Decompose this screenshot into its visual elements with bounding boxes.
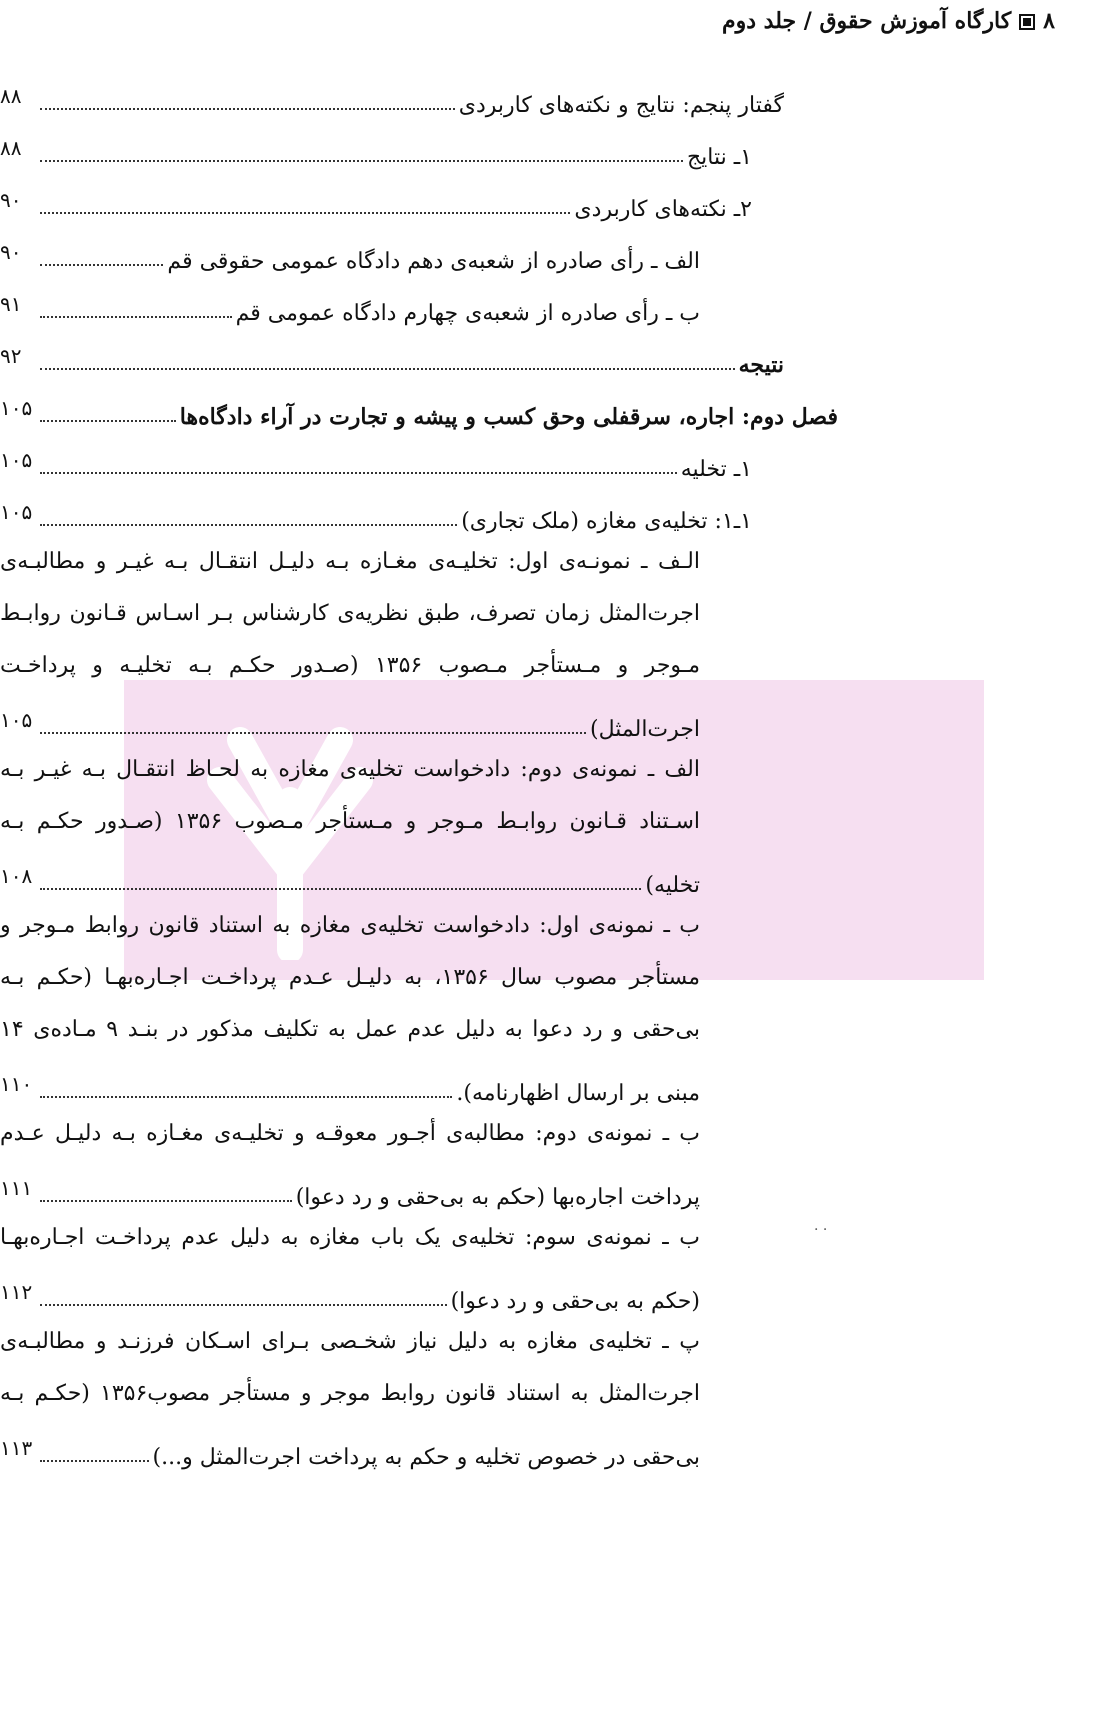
toc-page-number: ۱۱۰ (0, 1072, 33, 1096)
toc-page-number: ۱۰۵ (0, 708, 33, 732)
toc-entry (40, 286, 700, 326)
toc-row (0, 390, 1113, 430)
toc-entry-text: ۱ـ تخلیه (680, 457, 752, 482)
toc-entry (40, 338, 784, 378)
toc-entry-text: نتیجه (738, 352, 784, 378)
toc-entry-line: مستأجر مصوب سال ۱۳۵۶، به دلیـل عـدم پرداخـت اجـاره‌بهـا (حکـم بـه (0, 965, 701, 990)
toc-entry-line: ب ـ نمونه‌ی اول: دادخواست تخلیه‌ی مغازه به استناد قانون روابط مـوجر و (0, 913, 700, 938)
toc-entry (40, 442, 752, 482)
leader-dots (40, 1200, 292, 1202)
toc-row (0, 1430, 1113, 1470)
toc-entry-text: ۱ـ نتایج (686, 145, 752, 170)
page-header (722, 8, 1055, 34)
toc-row (0, 78, 1113, 118)
running-title: کارگاه آموزش حقوق / جلد دوم (721, 8, 1012, 34)
leader-dots (40, 108, 455, 110)
toc-entry-text: الف ـ رأی صادره از شعبه‌ی دهم دادگاه عمومی حقوقی قم (167, 249, 700, 274)
toc-page-number: ۱۱۱ (0, 1176, 33, 1200)
toc-page-number: ۱۱۲ (0, 1280, 33, 1304)
toc-entry-text: ۲ـ نکته‌های کاربردی (574, 197, 752, 222)
toc-entry-text: اجرت‌المثل) (590, 717, 700, 742)
toc-entry-line: الف ـ نمونه‌ی دوم: دادخواست تخلیه‌ی مغازه به لحـاظ انتقـال بـه غیـر بـه (0, 757, 700, 782)
toc-page-number: ۸۸ (0, 84, 22, 108)
toc-row (0, 130, 1113, 170)
toc-entry (40, 182, 752, 222)
leader-dots (40, 264, 163, 266)
toc-row (0, 182, 1113, 222)
page-number: ۸ (1043, 8, 1055, 34)
leader-dots (40, 524, 457, 526)
toc-entry (40, 234, 700, 274)
toc-entry-line: اجرت‌المثل به استناد قانون روابط موجر و مستأجر مصوب۱۳۵۶ (حکـم بـه (0, 1381, 700, 1406)
toc-entry-text: بی‌حقی در خصوص تخلیه و حکم به پرداخت اجرت‌المثل و...) (152, 1445, 700, 1470)
toc-row (0, 1274, 1113, 1314)
toc-page-number: ۹۰ (0, 240, 22, 264)
toc-page-number: ۱۰۵ (0, 448, 33, 472)
toc-entry (40, 78, 784, 118)
toc-entry-line: بی‌حقی و رد دعوا به دلیل عدم عمل به تکلیف مذکور در بنـد ۹ مـاده‌ی ۱۴ (0, 1017, 700, 1042)
toc-entry (40, 702, 700, 742)
toc-entry-line: الـف ـ نمونـه‌ی اول: تخلیـه‌ی مغـازه بـه دلیـل انتقـال بـه غیـر و مطالبـه‌ی (0, 549, 700, 574)
leader-dots (40, 472, 677, 474)
toc-page-number: ۱۰۸ (0, 864, 33, 888)
toc-entry-text: مبنی بر ارسال اظهارنامه). (456, 1081, 700, 1106)
toc-entry-text: گفتار پنجم: نتایج و نکته‌های کاربردی (458, 93, 784, 118)
leader-dots (40, 1304, 447, 1306)
leader-dots (40, 316, 232, 318)
toc-entry-text: تخلیه) (645, 873, 700, 898)
toc-entry-text: ب ـ رأی صادره از شعبه‌ی چهارم دادگاه عمومی قم (235, 301, 700, 326)
leader-dots (40, 420, 176, 422)
toc-entry-text: فصل دوم: اجاره، سرقفلی وحق کسب و پیشه و تجارت در آراء دادگاه‌ها (179, 404, 838, 430)
toc-entry (40, 1430, 700, 1470)
toc-row (0, 494, 1113, 534)
toc-entry (40, 1274, 700, 1314)
toc-page-number: ۱۱۳ (0, 1436, 33, 1460)
leader-dots (40, 212, 570, 214)
toc-page-number: ۱۰۵ (0, 500, 33, 524)
toc-entry (40, 1066, 700, 1106)
toc-row (0, 286, 1113, 326)
toc-entry (40, 858, 700, 898)
toc-entry-line: اسـتناد قـانون روابـط مـوجر و مـستأجر مـصوب ۱۳۵۶ (صـدور حکـم بـه (0, 809, 701, 834)
separator-icon (1019, 14, 1035, 30)
toc-page-number: ۹۲ (0, 344, 22, 368)
leader-dots (40, 732, 586, 734)
toc-entry (40, 390, 838, 430)
toc-row (0, 442, 1113, 482)
leader-dots (40, 1460, 149, 1462)
leader-dots (40, 1096, 452, 1098)
toc-entry-text: ۱ـ۱: تخلیه‌ی مغازه (ملک تجاری) (461, 509, 752, 534)
toc-page-number: ۹۰ (0, 188, 22, 212)
toc-entry (40, 494, 752, 534)
toc-entry-line: اجرت‌المثل زمان تصرف، طبق نظریه‌ی کارشناس بـر اسـاس قـانون روابـط (0, 601, 700, 626)
toc-page-number: ۱۰۵ (0, 396, 33, 420)
leader-dots (40, 160, 683, 162)
toc-row (0, 1170, 1113, 1210)
toc-entry (40, 1170, 700, 1210)
leader-dots (40, 368, 735, 370)
toc-entry-text: (حکم به بی‌حقی و رد دعوا) (450, 1289, 700, 1314)
toc-row (0, 1066, 1113, 1106)
stray-mark: · · (814, 1222, 828, 1238)
leader-dots (40, 888, 641, 890)
toc-entry-text: پرداخت اجاره‌بها (حکم به بی‌حقی و رد دعوا) (295, 1185, 700, 1210)
toc-row (0, 338, 1113, 378)
toc-row (0, 702, 1113, 742)
toc-row (0, 234, 1113, 274)
toc-page-number: ۸۸ (0, 136, 22, 160)
toc-entry-line: پ ـ تخلیه‌ی مغازه به دلیل نیاز شخـصی بـرای اسـکان فرزنـد و مطالبـه‌ی (0, 1329, 700, 1354)
toc-row (0, 858, 1113, 898)
toc-entry-line: ب ـ نمونه‌ی دوم: مطالبه‌ی أجـور معوقـه و تخلیـه‌ی مغـازه بـه دلیـل عـدم (0, 1121, 700, 1146)
toc-entry-line: مـوجر و مـستأجر مـصوب ۱۳۵۶ (صـدور حکـم بـه تخلیـه و پرداخـت (0, 653, 701, 678)
toc-entry (40, 130, 752, 170)
toc-page-number: ۹۱ (0, 292, 22, 316)
toc-entry-line: ب ـ نمونه‌ی سوم: تخلیه‌ی یک باب مغازه به دلیل عدم پرداخـت اجـاره‌بهـا (0, 1225, 700, 1250)
